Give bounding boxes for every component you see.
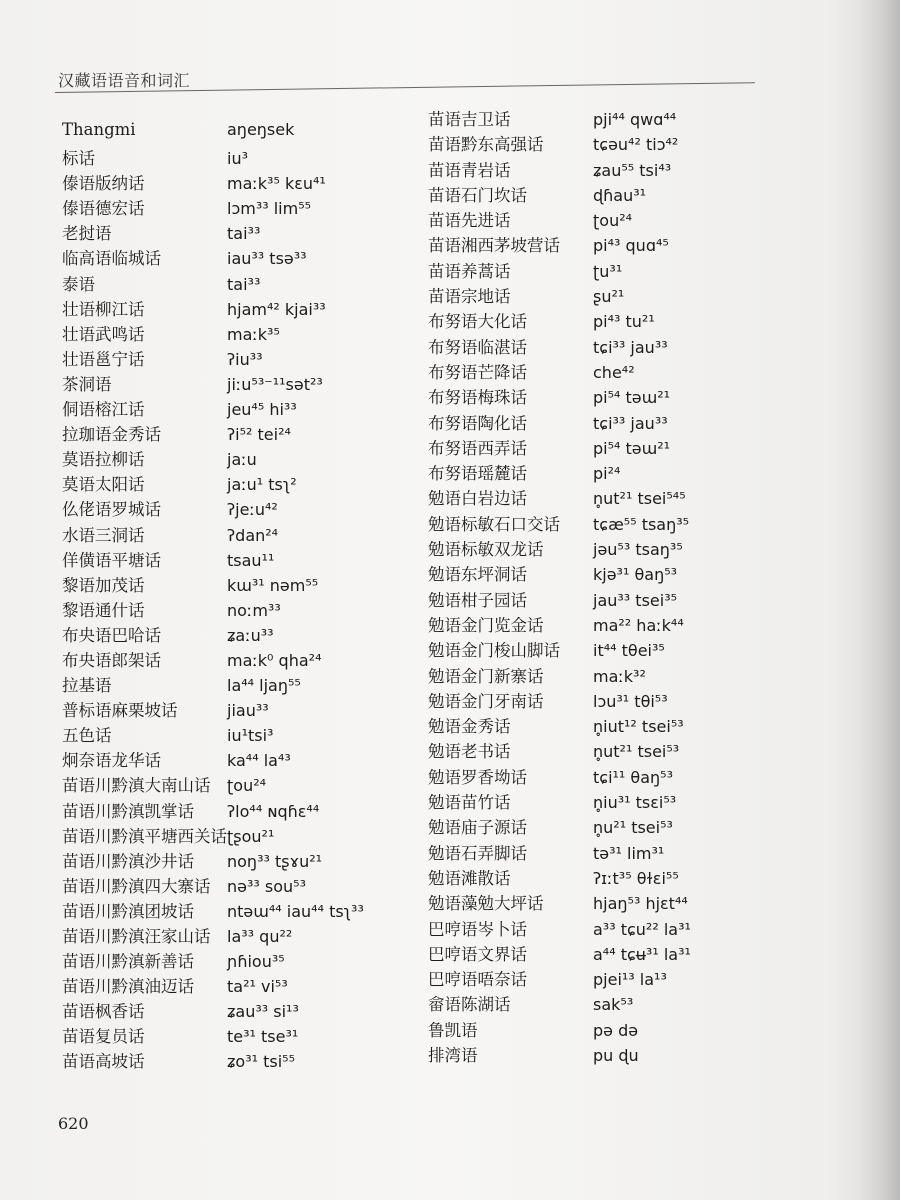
language-name: 巴哼语唔奈话 [428, 970, 527, 990]
language-name: 布努语梅珠话 [428, 388, 527, 408]
word-form: ʑau⁵⁵ tsi⁴³ [593, 160, 672, 180]
entry-row [428, 435, 788, 460]
entry-row [428, 1017, 788, 1042]
language-name: 苗语川黔滇油迈话 [62, 977, 194, 997]
word-form: n̥ut²¹ tsei⁵⁴⁵ [593, 489, 686, 509]
language-name: 泰语 [62, 274, 95, 294]
entry-row [62, 471, 422, 496]
entry-row [428, 966, 788, 991]
language-name: 黎语加茂话 [62, 575, 145, 595]
word-form: iau³³ tsə³³ [227, 249, 307, 269]
entry-row [428, 106, 788, 131]
entry-row [62, 421, 422, 446]
language-name: 苗语宗地话 [428, 287, 511, 307]
language-name: 五色话 [62, 726, 112, 746]
entry-row [428, 485, 788, 510]
language-name: 普标语麻栗坡话 [62, 701, 178, 721]
word-form: n̥iut¹² tsei⁵³ [593, 717, 684, 737]
entry-row [62, 1023, 422, 1048]
entry-row [62, 120, 422, 145]
entry-row [62, 823, 422, 848]
word-form: ʔi⁵² tei²⁴ [227, 425, 291, 445]
word-form: jiːu⁵³⁻¹¹sət²³ [227, 374, 323, 394]
language-name: 勉语柑子园话 [428, 590, 527, 610]
entry-row [428, 334, 788, 359]
entry-row [428, 738, 788, 763]
word-form: ʑaːu³³ [227, 625, 274, 645]
word-form: tɕi¹¹ θaŋ⁵³ [593, 767, 673, 787]
language-name: 拉基语 [62, 676, 112, 696]
word-form: maːk⁰ qha²⁴ [227, 650, 322, 670]
word-form: jiau³³ [227, 701, 269, 721]
entry-row [62, 923, 422, 948]
word-form: te³¹ tse³¹ [227, 1027, 299, 1047]
entry-row [428, 587, 788, 612]
language-name: 布努语临湛话 [428, 337, 527, 357]
language-name: 苗语青岩话 [428, 160, 511, 180]
entry-row [428, 207, 788, 232]
word-form: noːm³³ [227, 600, 281, 620]
language-name: 苗语川黔滇新善话 [62, 952, 194, 972]
entry-row [428, 663, 788, 688]
entry-row [428, 131, 788, 156]
word-form: tai³³ [227, 274, 261, 294]
entry-row [428, 232, 788, 257]
running-header: 汉藏语语音和词汇 [58, 71, 191, 90]
language-name: 布央语郎架话 [62, 650, 161, 670]
entry-row [62, 798, 422, 823]
language-name: 苗语川黔滇凯掌话 [62, 801, 194, 821]
entry-row [62, 722, 422, 747]
word-form: ʈou²⁴ [593, 211, 633, 231]
word-form: jaːu [227, 450, 257, 470]
word-form: tɕi³³ jau³³ [593, 413, 668, 433]
word-form: lɔm³³ lim⁵⁵ [227, 199, 312, 219]
language-name: 勉语金门梭山脚话 [428, 641, 560, 661]
language-name: 苗语复员话 [62, 1027, 145, 1047]
entry-row [428, 182, 788, 207]
language-name: 勉语庙子源话 [428, 818, 527, 838]
language-name: 苗语高坡话 [62, 1052, 145, 1072]
word-form: pjei¹³ la¹³ [593, 970, 667, 990]
language-name: 拉珈语金秀话 [62, 425, 161, 445]
word-form: a³³ tɕu²² la³¹ [593, 919, 691, 939]
word-form: it⁴⁴ tθei³⁵ [593, 641, 665, 661]
language-name: 苗语川黔滇汪家山话 [62, 927, 211, 946]
entry-row [428, 865, 788, 890]
word-form: lɔu³¹ tθi⁵³ [593, 691, 668, 711]
entry-row [62, 998, 422, 1023]
language-name: 勉语金秀话 [428, 717, 511, 737]
page-number: 620 [58, 1114, 89, 1133]
entry-row [428, 612, 788, 637]
entry-row [428, 460, 788, 485]
word-form: hjaŋ⁵³ hjɛt⁴⁴ [593, 894, 688, 914]
entry-row [428, 764, 788, 789]
entry-row [62, 296, 422, 321]
entry-row [62, 1048, 422, 1073]
word-form: la³³ qu²² [227, 927, 293, 946]
word-form: pi²⁴ [593, 464, 621, 484]
entry-row [428, 561, 788, 586]
word-form: tai³³ [227, 224, 261, 244]
language-name: 苗语川黔滇四大寨话 [62, 876, 211, 896]
entry-row [428, 991, 788, 1016]
word-form: a⁴⁴ tɕʉ³¹ la³¹ [593, 944, 691, 964]
entry-row [62, 697, 422, 722]
word-form: ʔlo⁴⁴ ɴqɦɛ⁴⁴ [227, 801, 320, 821]
language-name: 畲语陈湖话 [428, 995, 511, 1015]
language-name: 布努语西弄话 [428, 438, 527, 458]
word-form: pi⁴³ tu²¹ [593, 312, 655, 332]
word-form: ʂu²¹ [593, 287, 625, 307]
language-name: 黎语通什话 [62, 600, 145, 620]
language-name: 水语三洞话 [62, 525, 145, 545]
language-name: 佯僙语平塘话 [62, 550, 161, 570]
word-form: n̥u²¹ tsei⁵³ [593, 818, 673, 838]
word-form: pə də [593, 1020, 639, 1040]
language-name: 布努语陶化话 [428, 413, 527, 433]
word-form: maːk³⁵ [227, 324, 280, 344]
language-name: 茶洞语 [62, 374, 112, 394]
language-name: 傣语版纳话 [62, 174, 145, 194]
language-name: 勉语罗香坳话 [428, 767, 527, 787]
entry-row [62, 496, 422, 521]
entry-row [428, 890, 788, 915]
word-form: ma²² haːk⁴⁴ [593, 615, 684, 635]
language-name: 勉语滩散话 [428, 868, 511, 888]
word-form: jau³³ tsei³⁵ [593, 590, 678, 610]
language-name: 苗语黔东高强话 [428, 135, 544, 155]
right-column [428, 106, 788, 1067]
word-form: pi⁵⁴ təɯ²¹ [593, 438, 671, 458]
language-name: 苗语枫香话 [62, 1002, 145, 1022]
language-name: 布央语巴哈话 [62, 625, 161, 645]
word-form: ʔjeːu⁴² [227, 500, 278, 520]
page-edge-shadow [858, 0, 900, 1200]
entry-row [62, 547, 422, 572]
entry-row [428, 384, 788, 409]
entry-row [62, 195, 422, 220]
language-name: Thangmi [62, 120, 136, 139]
entry-row [62, 647, 422, 672]
language-name: 苗语石门坎话 [428, 185, 527, 205]
word-form: ɲɦiou³⁵ [227, 952, 285, 972]
language-name: 排湾语 [428, 1045, 478, 1065]
word-form: ʔdan²⁴ [227, 525, 279, 545]
language-name: 勉语金门览金话 [428, 615, 544, 635]
entry-row [428, 941, 788, 966]
word-form: pi⁴³ quɑ⁴⁵ [593, 236, 669, 256]
entry-row [62, 672, 422, 697]
word-form: aŋeŋsek [227, 120, 295, 139]
entry-row [428, 536, 788, 561]
language-name: 勉语苗竹话 [428, 793, 511, 813]
language-name: 壮语邕宁话 [62, 349, 145, 369]
language-name: 勉语老书话 [428, 742, 511, 762]
word-form: sak⁵³ [593, 995, 634, 1015]
entry-row [428, 789, 788, 814]
language-name: 巴哼语文界话 [428, 944, 527, 964]
entry-row [62, 245, 422, 270]
word-form: ntəɯ⁴⁴ iau⁴⁴ tsʅ³³ [227, 901, 364, 921]
language-name: 勉语标敏双龙话 [428, 540, 544, 560]
language-name: 苗语川黔滇团坡话 [62, 901, 194, 921]
word-form: pu ɖu [593, 1045, 639, 1065]
entry-row [62, 220, 422, 245]
language-name: 勉语标敏石口交话 [428, 514, 560, 534]
language-name: 鲁凯语 [428, 1020, 478, 1040]
word-form: tɕi³³ jau³³ [593, 337, 668, 357]
language-name: 布努语芒降话 [428, 362, 527, 382]
word-form: nə³³ sou⁵³ [227, 876, 306, 896]
word-form: ʈu³¹ [593, 261, 623, 281]
entry-row [62, 170, 422, 195]
language-name: 苗语先进话 [428, 211, 511, 231]
word-form: ʈʂou²¹ [227, 826, 275, 846]
word-form: iu¹tsi³ [227, 726, 274, 746]
language-name: 勉语白岩边话 [428, 489, 527, 509]
language-name: 勉语金门牙南话 [428, 691, 544, 711]
language-name: 勉语东坪洞话 [428, 565, 527, 585]
language-name: 炯奈语龙华话 [62, 751, 161, 771]
word-form: ʔɪːt³⁵ θɫɛi⁵⁵ [593, 868, 679, 888]
entry-row [428, 308, 788, 333]
word-form: noŋ³³ tʂɤu²¹ [227, 851, 323, 871]
language-name: 苗语养蒿话 [428, 261, 511, 281]
language-name: 壮语武鸣话 [62, 324, 145, 344]
word-form: ɖɦau³¹ [593, 185, 647, 205]
language-name: 苗语湘西茅坡营话 [428, 236, 560, 256]
word-form: tsau¹¹ [227, 550, 275, 570]
entry-row [62, 522, 422, 547]
entry-row [428, 258, 788, 283]
language-name: 傣语德宏话 [62, 199, 145, 219]
entry-row [62, 321, 422, 346]
word-form: hjam⁴² kjai³³ [227, 299, 326, 319]
entry-row [62, 271, 422, 296]
entry-row [428, 157, 788, 182]
language-name: 布努语瑶麓话 [428, 464, 527, 484]
entry-row [62, 622, 422, 647]
language-name: 苗语吉卫话 [428, 110, 511, 129]
word-form: che⁴² [593, 362, 635, 382]
word-form: kɯ³¹ nəm⁵⁵ [227, 575, 319, 595]
entry-row [62, 747, 422, 772]
word-form: ta²¹ vi⁵³ [227, 977, 288, 997]
word-form: n̥ut²¹ tsei⁵³ [593, 742, 680, 762]
entry-row [62, 898, 422, 923]
entry-row [428, 713, 788, 738]
entry-row [62, 948, 422, 973]
entry-row [428, 916, 788, 941]
language-name: 壮语柳江话 [62, 299, 145, 319]
word-form: iu³ [227, 149, 248, 169]
language-name: 仫佬语罗城话 [62, 500, 161, 520]
word-form: tɕæ⁵⁵ tsaŋ³⁵ [593, 514, 690, 534]
language-name: 苗语川黔滇沙井话 [62, 851, 194, 871]
entry-row [62, 346, 422, 371]
word-form: ka⁴⁴ la⁴³ [227, 751, 291, 771]
word-form: jeu⁴⁵ hi³³ [227, 400, 297, 420]
entry-row [62, 396, 422, 421]
word-form: ʈou²⁴ [227, 776, 267, 796]
language-name: 勉语藻勉大坪话 [428, 894, 544, 914]
language-name: 莫语太阳话 [62, 475, 145, 495]
entry-row [62, 772, 422, 797]
entry-row [428, 410, 788, 435]
word-form: kjə³¹ θaŋ⁵³ [593, 565, 678, 585]
entry-row [428, 359, 788, 384]
word-form: pji⁴⁴ qwɑ⁴⁴ [593, 110, 677, 129]
entry-row [428, 637, 788, 662]
word-form: tɕəu⁴² tiɔ⁴² [593, 135, 679, 155]
word-form: ʑau³³ si¹³ [227, 1002, 299, 1022]
entry-row [62, 973, 422, 998]
word-form: maːk³⁵ kɛu⁴¹ [227, 174, 326, 194]
language-name: 勉语金门新寨话 [428, 666, 544, 686]
entry-row [428, 1042, 788, 1067]
word-form: ʑo³¹ tsi⁵⁵ [227, 1052, 295, 1072]
entry-row [62, 848, 422, 873]
entry-row [428, 283, 788, 308]
word-form: ʔiu³³ [227, 349, 263, 369]
entry-row [62, 572, 422, 597]
language-name: 布努语大化话 [428, 312, 527, 332]
language-name: 老挝语 [62, 224, 112, 244]
language-name: 苗语川黔滇大南山话 [62, 776, 211, 796]
word-form: pi⁵⁴ təɯ²¹ [593, 388, 671, 408]
entry-row [62, 371, 422, 396]
language-name: 标话 [62, 149, 95, 169]
entry-row [62, 145, 422, 170]
entry-row [428, 688, 788, 713]
word-form: jaːu¹ tsʅ² [227, 475, 297, 495]
language-name: 侗语榕江话 [62, 400, 145, 420]
word-form: tə³¹ lim³¹ [593, 843, 665, 863]
language-name: 巴哼语岑卜话 [428, 919, 527, 939]
language-name: 勉语石弄脚话 [428, 843, 527, 863]
language-name: 莫语拉柳话 [62, 450, 145, 470]
entry-row [62, 873, 422, 898]
entry-row [428, 511, 788, 536]
word-form: n̥iu³¹ tsɛi⁵³ [593, 793, 677, 813]
entry-row [428, 814, 788, 839]
word-form: jəu⁵³ tsaŋ³⁵ [593, 540, 683, 560]
language-name: 苗语川黔滇平塘西关话 [62, 826, 227, 846]
left-column [62, 120, 422, 1074]
word-form: maːk³² [593, 666, 646, 686]
entry-row [62, 597, 422, 622]
entry-row [62, 446, 422, 471]
language-name: 临高语临城话 [62, 249, 161, 269]
entry-row [428, 840, 788, 865]
word-form: la⁴⁴ ljaŋ⁵⁵ [227, 676, 301, 696]
